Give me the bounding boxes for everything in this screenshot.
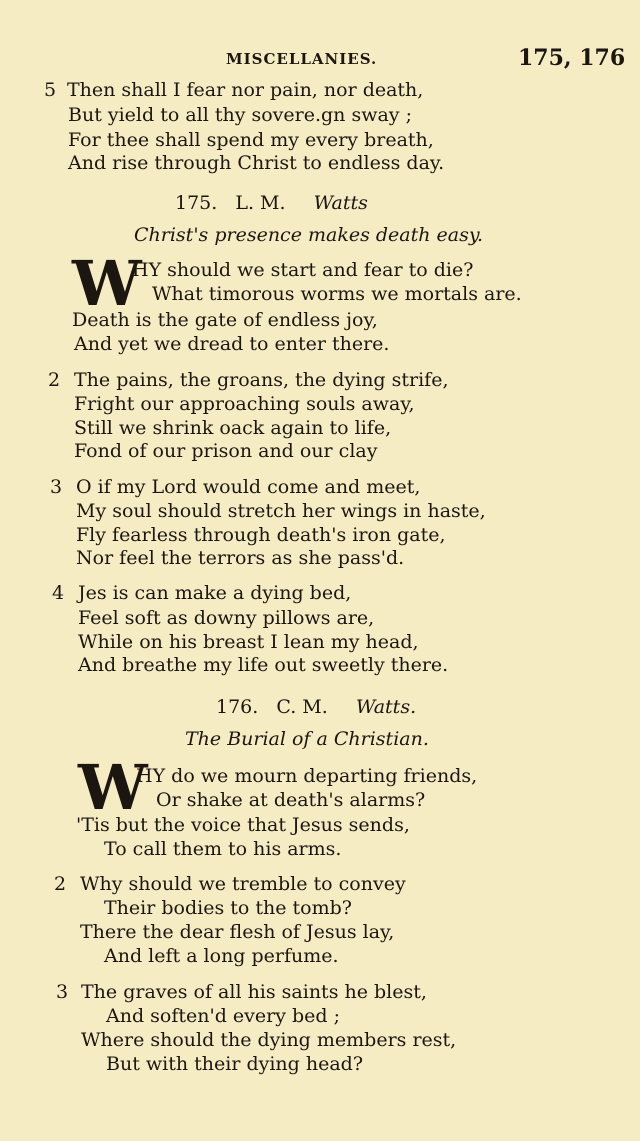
verse-number: 2 [48,369,61,391]
verse-number: 4 [52,582,65,604]
verse-line: Then shall I fear nor pain, nor death, [67,79,424,101]
verse-line: HY should we start and fear to die? [132,259,474,281]
verse-line: Still we shrink oack again to life, [74,417,392,439]
verse-line: Fond of our prison and our clay [74,440,378,462]
verse-line: Jes is can make a dying bed, [78,582,352,604]
hymn-meter: C. M. [276,696,328,718]
verse-line: But with their dying head? [106,1053,364,1075]
verse-line: And rise through Christ to endless day. [68,152,445,174]
verse-number: 3 [56,981,69,1003]
verse-line: Fly fearless through death's iron gate, [76,524,446,546]
verse-line: Death is the gate of endless joy, [72,309,378,331]
verse-number: 3 [50,476,63,498]
verse-line: HY do we mourn departing friends, [136,765,478,787]
drop-cap: W [72,247,142,320]
verse-line: Where should the dying members rest, [81,1029,457,1051]
running-header [0,45,640,73]
verse-line: Their bodies to the tomb? [104,897,352,919]
verse-line: The pains, the groans, the dying strife, [74,369,449,391]
hymn-author: Watts [313,192,368,214]
verse-line: And soften'd every bed ; [106,1005,341,1027]
hymn-subtitle: Christ's presence makes death easy. [134,224,484,246]
verse-line: And yet we dread to enter there. [74,333,390,355]
verse-line: For thee shall spend my every breath, [68,129,434,151]
verse-line: Nor feel the terrors as she pass'd. [76,547,405,569]
hymn-number: 175. [175,192,218,214]
verse-line: My soul should stretch her wings in haste, [76,500,486,522]
verse-number: 2 [54,873,67,895]
page-number: 175, 176 [518,45,626,71]
hymn-subtitle: The Burial of a Christian. [185,728,429,750]
verse-line: There the dear flesh of Jesus lay, [80,921,395,943]
verse-number: 5 [44,79,57,101]
verse-line: While on his breast I lean my head, [78,631,419,653]
hymn-heading [175,192,368,214]
verse-line: But yield to all thy sovere.gn sway ; [68,104,412,126]
section-title: MISCELLANIES. [226,50,378,68]
verse-line: And left a long perfume. [104,945,339,967]
hymn-meter: L. M. [235,192,286,214]
verse-line: Feel soft as downy pillows are, [78,607,375,629]
verse-line: To call them to his arms. [104,838,342,860]
verse-line: Why should we tremble to convey [80,873,406,895]
verse-line: 'Tis but the voice that Jesus sends, [76,814,410,836]
hymn-number: 176. [216,696,259,718]
verse-line: What timorous worms we mortals are. [152,283,522,305]
verse-line: The graves of all his saints he blest, [81,981,427,1003]
hymn-author: Watts. [355,696,417,718]
verse-line: And breathe my life out sweetly there. [78,654,449,676]
hymn-heading [216,696,416,718]
drop-cap: W [78,751,148,824]
verse-line: Fright our approaching souls away, [74,393,415,415]
verse-line: O if my Lord would come and meet, [76,476,421,498]
verse-line: Or shake at death's alarms? [156,789,426,811]
